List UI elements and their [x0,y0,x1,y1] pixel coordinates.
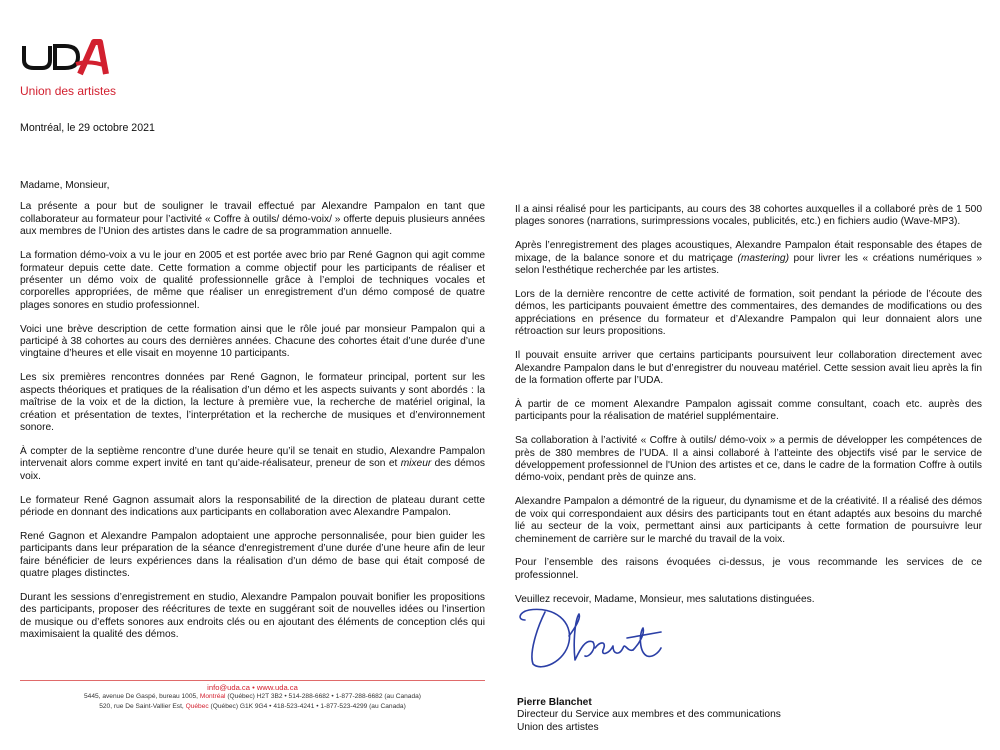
paragraph: La formation démo-voix a vu le jour en 2005 et est portée avec brio par René Gagnon qui agit comme formateur depuis cette date. Cette formation a comme objectif pour les participants de réaliser et présenter un démo voix de qualité professionnelle grâce à l’emploi de techniques vocales et corporelles appropriées, de même que réaliser un enregistrement d’un démo composé de quatre plages sonores en studio professionnel. [20,250,485,311]
paragraph: Les six premières rencontres données par René Gagnon, le formateur principal, portent sur les aspects théoriques et pratiques de la réalisation d’un démo et les aspects suivants y sont abordés : la maîtrise de la voix et de la diction, la lecture à première vue, la recherche de matériel original, la création et présentation de textes, l’interprétation et la recherche de musiques et d’environnement sonore. [20,372,485,433]
salutation: Madame, Monsieur, [20,180,110,191]
letter-date: Montréal, le 29 octobre 2021 [20,122,155,134]
paragraph: La présente a pour but de souligner le travail effectué par Alexandre Pampalon en tant que collaborateur au formateur pour l’activité « Coffre à outils/ démo-voix/ » offerte depuis plusieurs années aux membres de l’Union des artistes dans le cadre de sa programmation annuelle. [20,201,485,238]
signer-title: Directeur du Service aux membres et des communications [517,709,781,721]
paragraph: Le formateur René Gagnon assumait alors la responsabilité de la direction de plateau durant cette période en donnant des indications aux participants en collaboration avec Alexandre Pampalon. [20,494,485,519]
footer-address-quebec: 520, rue De Saint-Vallier Est, Québec (Québec) G1K 9G4 • 418-523-4241 • 1-877-523-4299 (au Canada) [99,702,406,710]
footer [20,683,485,711]
paragraph: À compter de la septième rencontre d’une durée heure qu’il se tenait en studio, Alexandre Pampalon intervenait alors comme expert invité en tant qu’aide-réalisateur, preneur de son et mixeur des démos voix. [20,445,485,482]
paragraph: Il a ainsi réalisé pour les participants, au cours des 38 cohortes auxquelles il a collaboré près de 1 500 plages sonores (narrations, surimpressions vocales, publicités, etc.) en fichiers audio (Wave-MP3). [515,204,982,228]
footer-divider [20,680,485,681]
uda-logo [20,38,110,78]
paragraph: Il pouvait ensuite arriver que certains participants poursuivent leur collaboration directement avec Alexandre Pampalon dans le but d’enregistrer du nouveau matériel. Cette session avait lieu après la fin de la formation offerte par l’UDA. [515,350,982,386]
paragraph: Durant les sessions d’enregistrement en studio, Alexandre Pampalon pouvait bonifier les propositions des participants, proposer des réécritures de texte en suggérant soit de nouvelles idées ou l’insertion de musique ou d’effets sonores aux endroits clés ou en ajoutant des éléments de conception clés qui maximisaient la qualité des démos. [20,592,485,641]
signer-block [517,697,781,734]
handwritten-signature [515,598,665,678]
signer-name: Pierre Blanchet [517,697,592,708]
paragraph: Alexandre Pampalon a démontré de la rigueur, du dynamisme et de la créativité. Il a réalisé des démos de voix qui correspondaient aux désirs des participants tout en étant adaptés aux besoins du marché lié au secteur de la voix, permettant ainsi aux participants à cette formation de poursuivre leur cheminement de carrière sur le marché du travail de la voix. [515,496,982,545]
paragraph: Lors de la dernière rencontre de cette activité de formation, soit pendant la période de l’écoute des démos, les participants pouvaient émettre des commentaires, des demandes de modifications ou des appréciations en présence du formateur et d’Alexandre Pampalon qui leur donnaient alors une rétroaction sur leurs propositions. [515,289,982,338]
paragraph: Sa collaboration à l’activité « Coffre à outils/ démo-voix » a permis de développer les compétences de près de 380 membres de l’UDA. Il a ainsi collaboré à l’atteinte des objectifs visé par le service de développement professionnel de l'Union des artistes et ce, dans le cadre de la formation Coffre à outils démo-voix, pendant près de quinze ans. [515,435,982,484]
paragraph: À partir de ce moment Alexandre Pampalon agissait comme consultant, coach etc. auprès des participants pour la réalisation de matériel supplémentaire. [515,398,982,423]
paragraph: Voici une brève description de cette formation ainsi que le rôle joué par monsieur Pampalon qui a participé à 38 cohortes au cours des dernières années. Chacune des cohortes était d’une durée d’une vingtaine d’heures et elle visait en moyenne 10 participants. [20,323,485,360]
paragraph: Veuillez recevoir, Madame, Monsieur, mes salutations distinguées. [515,593,815,605]
footer-contact: info@uda.ca • www.uda.ca [207,683,298,692]
paragraph: René Gagnon et Alexandre Pampalon adoptaient une approche personnalisée, pour bien guider les participants dans leur préparation de la séance d'enregistrement d’une durée d’une heure afin de leur faire bénéficier de leurs expériences dans la réalisation d’un démo de base qui était composé de quatre plages distinctes. [20,530,485,580]
footer-email[interactable]: info@uda.ca [207,683,250,692]
signer-organization: Union des artistes [517,721,599,733]
paragraph: Pour l’ensemble des raisons évoquées ci-dessus, je vous recommande les services de ce professionnel. [515,557,982,581]
paragraph: Après l’enregistrement des plages acoustiques, Alexandre Pampalon était responsable des étapes de mixage, de la balance sonore et du matriçage (mastering) pour livrer les « créations numériques » selon l'esthétique recherchée par les artistes. [515,240,982,277]
footer-website[interactable]: www.uda.ca [256,683,298,692]
organization-name: Union des artistes [20,84,117,98]
footer-address-montreal: 5445, avenue De Gaspé, bureau 1005, Montréal (Québec) H2T 3B2 • 514-288-6682 • 1-877-288-6682 (au Canada) [84,693,421,701]
letter-right-column [515,204,982,618]
letter-left-column [20,180,485,653]
